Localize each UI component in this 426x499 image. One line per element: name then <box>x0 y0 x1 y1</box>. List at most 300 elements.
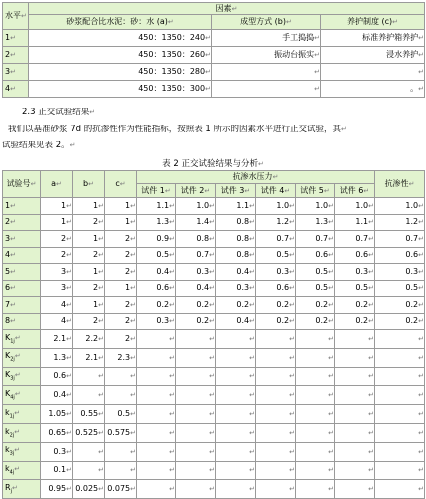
paragraph-mark-icon: ↵ <box>341 125 347 133</box>
empty-cell <box>375 348 425 367</box>
stat-a-cell: 0.95↵ <box>41 480 73 499</box>
table2-body <box>3 198 425 499</box>
paragraph-mark-icon: ↵ <box>209 267 215 276</box>
paragraph-mark-icon: ↵ <box>249 317 255 326</box>
paragraph-mark-icon: ↵ <box>418 284 424 293</box>
paragraph-mark-icon: ↵ <box>249 353 255 362</box>
paragraph-mark-icon: ↵ <box>209 372 215 381</box>
paragraph-mark-icon: ↵ <box>418 68 424 76</box>
empty-cell <box>176 442 216 461</box>
paragraph-mark-icon: ↵ <box>130 234 136 243</box>
paragraph-mark-icon: ↵ <box>418 234 424 243</box>
specimen-value-cell: 0.2↵ <box>256 297 296 314</box>
paragraph-mark-icon: ↵ <box>418 428 424 437</box>
a-cell: 2↵ <box>41 231 73 248</box>
paragraph-mark-icon: ↵ <box>314 51 320 59</box>
specimen-value-cell: 0.5↵ <box>137 247 176 264</box>
paragraph-mark-icon: ↵ <box>418 85 424 93</box>
paragraph-mark-icon: ↵ <box>169 447 175 456</box>
paragraph-mark-icon: ↵ <box>418 410 424 419</box>
paragraph-mark-icon: ↵ <box>98 447 104 456</box>
paragraph-mark-icon: ↵ <box>169 251 175 260</box>
paragraph-mark-icon: ↵ <box>10 251 16 260</box>
a-cell: 4↵ <box>41 313 73 330</box>
factor-level-table <box>2 2 425 98</box>
c-cell: 2↵ <box>105 297 137 314</box>
paragraph-mark-icon: ↵ <box>289 218 295 227</box>
paragraph-mark-icon: ↵ <box>10 284 16 293</box>
specimen-value-cell: 0.5↵ <box>296 280 335 297</box>
c-cell: 2↵ <box>105 313 137 330</box>
paragraph-mark-icon: ↵ <box>30 180 37 188</box>
paragraph-mark-icon: ↵ <box>130 372 136 381</box>
paragraph-mark-icon: ↵ <box>14 352 21 361</box>
empty-cell <box>137 330 176 349</box>
empty-cell <box>137 442 176 461</box>
stat-c-cell <box>105 442 137 461</box>
paragraph-mark-icon: ↵ <box>66 334 72 343</box>
specimen-value-cell: 1.0↵ <box>176 198 216 215</box>
paragraph-mark-icon: ↵ <box>130 466 136 475</box>
empty-cell <box>216 405 256 424</box>
paragraph-mark-icon: ↵ <box>169 372 175 381</box>
paragraph-mark-icon: ↵ <box>289 428 295 437</box>
stat-label-subscript: 4j <box>9 469 15 476</box>
paragraph-mark-icon: ↵ <box>98 391 104 400</box>
paragraph-mark-icon: ↵ <box>209 428 215 437</box>
paragraph-mark-icon: ↵ <box>204 186 211 195</box>
b-cell: 1↵ <box>73 264 105 281</box>
a-cell: 3↵ <box>41 280 73 297</box>
specimen-value-cell: 0.2↵ <box>335 313 375 330</box>
stat-c-cell <box>105 367 137 386</box>
paragraph-mark-icon: ↵ <box>368 428 374 437</box>
curing-cell: 浸水养护↵ <box>321 47 425 64</box>
stats-row <box>3 348 425 367</box>
paragraph-mark-icon: ↵ <box>21 12 27 20</box>
empty-cell <box>256 461 296 480</box>
mix-ratio-cell: 450：1350：300↵ <box>29 81 212 98</box>
paragraph-mark-icon: ↵ <box>289 410 295 419</box>
paragraph-mark-icon: ↵ <box>205 68 211 76</box>
paragraph-mark-icon: ↵ <box>169 234 175 243</box>
paragraph-mark-icon: ↵ <box>119 180 126 188</box>
paragraph-mark-icon: ↵ <box>14 446 21 455</box>
specimen-value-cell: 0.8↵ <box>176 231 216 248</box>
forming-method-cell <box>212 64 321 81</box>
paragraph-mark-icon: ↵ <box>368 410 374 419</box>
paragraph-mark-icon: ↵ <box>418 447 424 456</box>
empty-cell <box>256 405 296 424</box>
empty-cell <box>176 461 216 480</box>
stat-b-cell <box>73 461 105 480</box>
empty-cell <box>296 386 335 405</box>
paragraph-mark-icon: ↵ <box>289 447 295 456</box>
specimen-value-cell: 0.4↵ <box>176 280 216 297</box>
paragraph-mark-icon: ↵ <box>244 186 251 195</box>
paragraph-mark-icon: ↵ <box>368 201 374 210</box>
empty-cell <box>216 386 256 405</box>
empty-cell <box>256 386 296 405</box>
paragraph-line-2: 试验结果见表 2。↵ <box>2 141 76 150</box>
mix-ratio-cell: 450：1350：240↵ <box>29 30 212 47</box>
empty-cell <box>296 423 335 442</box>
stat-label-cell <box>3 348 41 367</box>
empty-cell <box>375 405 425 424</box>
stat-c-cell: 2↵ <box>105 330 137 349</box>
paragraph-mark-icon: ↵ <box>328 201 334 210</box>
paragraph-mark-icon: ↵ <box>328 284 334 293</box>
stat-label-cell <box>3 442 41 461</box>
paragraph-mark-icon: ↵ <box>368 485 374 494</box>
paragraph-mark-icon: ↵ <box>14 427 21 436</box>
paragraph-mark-icon: ↵ <box>368 353 374 362</box>
empty-cell <box>137 461 176 480</box>
paragraph-mark-icon: ↵ <box>130 317 136 326</box>
empty-cell <box>176 405 216 424</box>
paragraph-mark-icon: ↵ <box>249 334 255 343</box>
paragraph-mark-icon: ↵ <box>66 267 72 276</box>
stat-label-cell <box>3 461 41 480</box>
specimen-value-cell: 0.5↵ <box>296 264 335 281</box>
stat-label-subscript: 4j <box>10 394 15 401</box>
specimen-value-cell: 1.0↵ <box>256 198 296 215</box>
paragraph-mark-icon: ↵ <box>249 300 255 309</box>
paragraph-mark-icon: ↵ <box>98 267 104 276</box>
empty-cell <box>137 367 176 386</box>
table1-row <box>3 81 425 98</box>
paragraph-line-1: 我们以基准砂浆 7d 的抗渗性作为性能指标，按照表 1 所示的因素水平进行正交试验，其↵ <box>8 125 347 134</box>
paragraph-mark-icon: ↵ <box>249 391 255 400</box>
paragraph-mark-icon: ↵ <box>98 334 104 343</box>
paragraph-mark-icon: ↵ <box>328 234 334 243</box>
paragraph-mark-icon: ↵ <box>368 218 374 227</box>
empty-cell <box>216 330 256 349</box>
paragraph-mark-icon: ↵ <box>130 284 136 293</box>
paragraph-mark-icon: ↵ <box>130 251 136 260</box>
stat-label-cell <box>3 367 41 386</box>
paragraph-mark-icon: ↵ <box>98 372 104 381</box>
paragraph-mark-icon: ↵ <box>418 218 424 227</box>
paragraph-mark-icon: ↵ <box>56 180 62 188</box>
paragraph-mark-icon: ↵ <box>98 410 104 419</box>
stat-a-cell: 2.1↵ <box>41 330 73 349</box>
empty-cell <box>176 330 216 349</box>
paragraph-mark-icon: ↵ <box>130 218 136 227</box>
c-cell: 1↵ <box>105 214 137 231</box>
paragraph-mark-icon: ↵ <box>328 447 334 456</box>
paragraph-mark-icon: ↵ <box>231 4 238 13</box>
test-no-cell: 6↵ <box>3 280 41 297</box>
paragraph-mark-icon: ↵ <box>66 428 72 437</box>
paragraph-mark-icon: ↵ <box>368 284 374 293</box>
paragraph-mark-icon: ↵ <box>272 173 279 181</box>
empty-cell <box>256 423 296 442</box>
stat-label: k <box>5 407 10 417</box>
specimen-value-cell: 1.0↵ <box>296 198 335 215</box>
stat-label: K <box>5 370 11 380</box>
paragraph-mark-icon: ↵ <box>169 201 175 210</box>
paragraph-mark-icon: ↵ <box>98 353 104 362</box>
a-header: a↵ <box>41 171 73 198</box>
impermeability-cell: 1.0↵ <box>375 198 425 215</box>
test-no-cell: 8↵ <box>3 313 41 330</box>
paragraph-mark-icon: ↵ <box>130 447 136 456</box>
a-cell: 2↵ <box>41 247 73 264</box>
a-cell: 3↵ <box>41 264 73 281</box>
table2-row <box>3 231 425 248</box>
paragraph-mark-icon: ↵ <box>169 391 175 400</box>
table2-row <box>3 214 425 231</box>
paragraph-mark-icon: ↵ <box>98 201 104 210</box>
empty-cell <box>375 330 425 349</box>
stat-b-cell: 0.55↵ <box>73 405 105 424</box>
impermeability-cell: 1.2↵ <box>375 214 425 231</box>
paragraph-mark-icon: ↵ <box>209 466 215 475</box>
specimen-value-cell: 0.2↵ <box>176 313 216 330</box>
paragraph-mark-icon: ↵ <box>209 218 215 227</box>
empty-cell <box>216 367 256 386</box>
specimen-value-cell: 1.1↵ <box>137 198 176 215</box>
stat-a-cell: 0.1↵ <box>41 461 73 480</box>
curing-cell: 。↵ <box>321 81 425 98</box>
stat-b-cell: 2.1↵ <box>73 348 105 367</box>
paragraph-mark-icon: ↵ <box>418 353 424 362</box>
paragraph-mark-icon: ↵ <box>10 85 16 93</box>
stats-row <box>3 330 425 349</box>
level-header: 水平↵ <box>3 3 29 30</box>
paragraph-mark-icon: ↵ <box>209 334 215 343</box>
paragraph-mark-icon: ↵ <box>209 317 215 326</box>
paragraph-mark-icon: ↵ <box>130 300 136 309</box>
paragraph-mark-icon: ↵ <box>418 251 424 260</box>
table1-row <box>3 47 425 64</box>
paragraph-mark-icon: ↵ <box>205 85 211 93</box>
test-no-cell: 2↵ <box>3 214 41 231</box>
specimen-value-cell: 0.7↵ <box>256 231 296 248</box>
paragraph-mark-icon: ↵ <box>205 34 211 42</box>
empty-cell <box>335 348 375 367</box>
empty-cell <box>216 442 256 461</box>
pressure-header: 抗渗水压力↵ <box>137 171 375 184</box>
paragraph-mark-icon: ↵ <box>209 410 215 419</box>
empty-cell <box>256 367 296 386</box>
paragraph-mark-icon: ↵ <box>418 51 424 59</box>
paragraph-mark-icon: ↵ <box>66 218 72 227</box>
a-cell: 4↵ <box>41 297 73 314</box>
empty-cell <box>296 330 335 349</box>
paragraph-mark-icon: ↵ <box>249 372 255 381</box>
specimen-header: 试件 3↵ <box>216 184 256 198</box>
b-cell: 2↵ <box>73 313 105 330</box>
paragraph-mark-icon: ↵ <box>169 485 175 494</box>
c-cell: 2↵ <box>105 264 137 281</box>
specimen-header: 试件 6↵ <box>335 184 375 198</box>
specimen-value-cell: 0.2↵ <box>256 313 296 330</box>
paragraph-mark-icon: ↵ <box>328 300 334 309</box>
paragraph-mark-icon: ↵ <box>209 447 215 456</box>
orthogonal-results-table <box>2 170 425 499</box>
test-no-cell: 1↵ <box>3 198 41 215</box>
empty-cell <box>137 405 176 424</box>
empty-cell <box>335 330 375 349</box>
specimen-value-cell: 0.9↵ <box>137 231 176 248</box>
stat-b-cell <box>73 367 105 386</box>
table2-header-row <box>3 171 425 184</box>
stat-a-cell: 1.3↵ <box>41 348 73 367</box>
paragraph-mark-icon: ↵ <box>98 485 104 494</box>
c-cell: 1↵ <box>105 198 137 215</box>
specimen-value-cell: 1.3↵ <box>296 214 335 231</box>
empty-cell <box>176 423 216 442</box>
paragraph-mark-icon: ↵ <box>66 485 72 494</box>
paragraph-mark-icon: ↵ <box>66 447 72 456</box>
stat-label-cell <box>3 386 41 405</box>
paragraph-mark-icon: ↵ <box>10 317 16 326</box>
paragraph-mark-icon: ↵ <box>14 333 21 342</box>
paragraph-mark-icon: ↵ <box>249 218 255 227</box>
paragraph-mark-icon: ↵ <box>418 34 424 42</box>
paragraph-mark-icon: ↵ <box>392 18 399 26</box>
stat-label: k <box>5 426 10 436</box>
paragraph-mark-icon: ↵ <box>66 353 72 362</box>
paragraph-mark-icon: ↵ <box>368 317 374 326</box>
paragraph-mark-icon: ↵ <box>249 485 255 494</box>
c-cell: 1↵ <box>105 280 137 297</box>
paragraph-mark-icon: ↵ <box>169 218 175 227</box>
paragraph-mark-icon: ↵ <box>169 300 175 309</box>
paragraph-mark-icon: ↵ <box>66 372 72 381</box>
paragraph-mark-icon: ↵ <box>88 180 94 188</box>
specimen-value-cell: 0.2↵ <box>137 297 176 314</box>
paragraph-mark-icon: ↵ <box>169 267 175 276</box>
impermeability-cell: 0.2↵ <box>375 297 425 314</box>
paragraph-mark-icon: ↵ <box>98 300 104 309</box>
paragraph-mark-icon: ↵ <box>249 447 255 456</box>
paragraph-mark-icon: ↵ <box>249 234 255 243</box>
specimen-value-cell: 0.2↵ <box>176 297 216 314</box>
paragraph-mark-icon: ↵ <box>314 85 320 93</box>
paragraph-mark-icon: ↵ <box>289 466 295 475</box>
paragraph-mark-icon: ↵ <box>98 251 104 260</box>
b-cell: 1↵ <box>73 198 105 215</box>
stat-c-cell: 2.3↵ <box>105 348 137 367</box>
paragraph-mark-icon: ↵ <box>98 234 104 243</box>
mix-ratio-cell: 450：1350：280↵ <box>29 64 212 81</box>
paragraph-mark-icon: ↵ <box>328 267 334 276</box>
table2-row <box>3 297 425 314</box>
empty-cell <box>296 405 335 424</box>
stat-label-subscript: 1j <box>9 413 15 420</box>
specimen-value-cell: 0.3↵ <box>335 264 375 281</box>
paragraph-mark-icon: ↵ <box>66 410 72 419</box>
paragraph-mark-icon: ↵ <box>98 466 104 475</box>
specimen-value-cell: 0.6↵ <box>137 280 176 297</box>
stat-a-cell: 0.65↵ <box>41 423 73 442</box>
stat-label-subscript: 2j <box>10 356 15 363</box>
paragraph-mark-icon: ↵ <box>164 186 171 195</box>
table2-caption: 表 2 正交试验结果与分析↵ <box>162 159 264 169</box>
specimen-value-cell: 0.6↵ <box>256 280 296 297</box>
specimen-value-cell: 0.7↵ <box>335 231 375 248</box>
specimen-value-cell: 1.1↵ <box>335 214 375 231</box>
stat-c-cell: 0.075↵ <box>105 480 137 499</box>
specimen-value-cell: 1.1↵ <box>216 198 256 215</box>
empty-cell <box>256 442 296 461</box>
paragraph-mark-icon: ↵ <box>257 160 264 168</box>
paragraph-mark-icon: ↵ <box>14 465 21 474</box>
paragraph-mark-icon: ↵ <box>130 485 136 494</box>
paragraph-mark-icon: ↵ <box>169 284 175 293</box>
stat-a-cell: 0.6↵ <box>41 367 73 386</box>
stat-label-cell <box>3 405 41 424</box>
paragraph-mark-icon: ↵ <box>289 317 295 326</box>
empty-cell <box>216 348 256 367</box>
paragraph-mark-icon: ↵ <box>66 284 72 293</box>
paragraph-mark-icon: ↵ <box>328 485 334 494</box>
curing-cell <box>321 64 425 81</box>
stats-row <box>3 386 425 405</box>
empty-cell <box>375 461 425 480</box>
paragraph-mark-icon: ↵ <box>98 218 104 227</box>
empty-cell <box>296 442 335 461</box>
paragraph-mark-icon: ↵ <box>169 466 175 475</box>
empty-cell <box>216 423 256 442</box>
paragraph-mark-icon: ↵ <box>66 391 72 400</box>
stat-label-subscript: 2j <box>9 432 15 439</box>
stats-row <box>3 423 425 442</box>
specimen-value-cell: 0.2↵ <box>335 297 375 314</box>
forming-method-cell: 振动台振实↵ <box>212 47 321 64</box>
table2-row <box>3 198 425 215</box>
paragraph-mark-icon: ↵ <box>249 267 255 276</box>
stat-label: K <box>5 388 11 398</box>
col-b-header: 成型方式 (b)↵ <box>212 15 321 30</box>
paragraph-mark-icon: ↵ <box>328 391 334 400</box>
b-cell: 1↵ <box>73 297 105 314</box>
paragraph-mark-icon: ↵ <box>130 410 136 419</box>
paragraph-mark-icon: ↵ <box>418 372 424 381</box>
paragraph-mark-icon: ↵ <box>209 353 215 362</box>
stat-b-cell <box>73 442 105 461</box>
empty-cell <box>216 461 256 480</box>
paragraph-mark-icon: ↵ <box>14 408 21 417</box>
empty-cell <box>296 367 335 386</box>
specimen-value-cell: 1.4↵ <box>176 214 216 231</box>
stat-c-cell: 0.5↵ <box>105 405 137 424</box>
paragraph-mark-icon: ↵ <box>130 267 136 276</box>
specimen-value-cell: 0.4↵ <box>216 313 256 330</box>
paragraph-mark-icon: ↵ <box>205 51 211 59</box>
paragraph-mark-icon: ↵ <box>363 186 370 195</box>
paragraph-mark-icon: ↵ <box>249 284 255 293</box>
empty-cell <box>375 386 425 405</box>
table1-row <box>3 30 425 47</box>
specimen-value-cell: 0.2↵ <box>296 297 335 314</box>
paragraph-mark-icon: ↵ <box>289 485 295 494</box>
stat-a-cell: 0.4↵ <box>41 386 73 405</box>
paragraph-mark-icon: ↵ <box>10 300 16 309</box>
paragraph-mark-icon: ↵ <box>167 18 174 26</box>
level-cell: 3↵ <box>3 64 29 81</box>
paragraph-mark-icon: ↵ <box>368 466 374 475</box>
specimen-value-cell: 0.3↵ <box>256 264 296 281</box>
paragraph-mark-icon: ↵ <box>408 180 415 188</box>
paragraph-mark-icon: ↵ <box>418 334 424 343</box>
paragraph-mark-icon: ↵ <box>368 251 374 260</box>
paragraph-mark-icon: ↵ <box>209 300 215 309</box>
paragraph-mark-icon: ↵ <box>418 466 424 475</box>
